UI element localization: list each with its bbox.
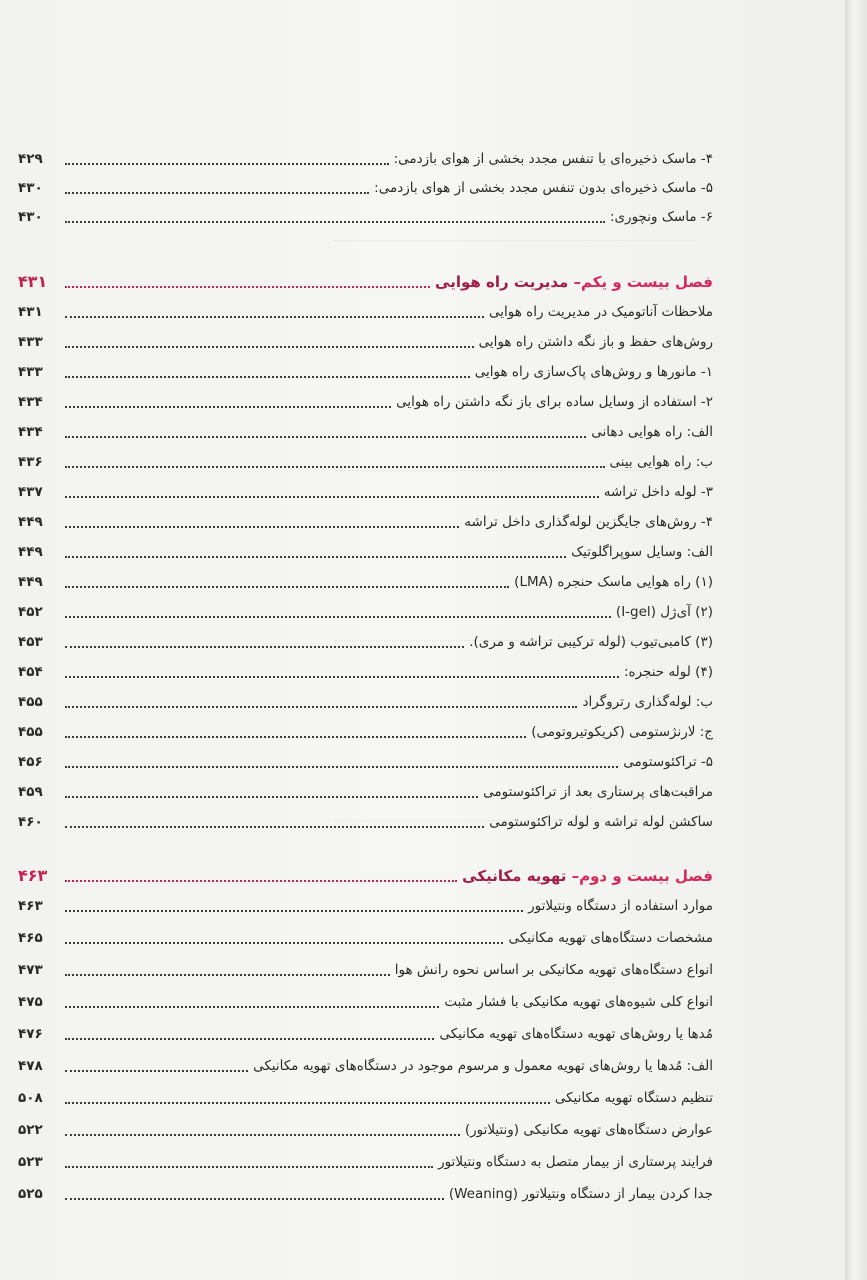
toc-leader (65, 973, 390, 976)
toc-page-number: ۴۵۵ (18, 694, 43, 710)
toc-entry-label: ملاحظات آناتومیک در مدیریت راه هوایی (489, 304, 713, 320)
chapter-heading[interactable] (18, 270, 713, 294)
toc-page-number: ۴۳۴ (18, 424, 43, 440)
toc-page-number: ۵۲۲ (18, 1122, 43, 1138)
toc-leader (65, 705, 577, 708)
toc-page-number: ۴۵۳ (18, 634, 43, 650)
toc-entry[interactable] (18, 690, 713, 714)
toc-entry[interactable] (18, 450, 713, 474)
toc-entry[interactable] (18, 780, 713, 804)
toc-entry-label: ب: لوله‌گذاری رتروگراد (582, 694, 713, 710)
toc-page-number: ۴۵۹ (18, 784, 43, 800)
toc-page-number: ۴۳۳ (18, 334, 43, 350)
chapter-title (460, 864, 713, 888)
toc-entry[interactable] (18, 176, 713, 200)
toc-page-number: ۴۷۸ (18, 1058, 43, 1074)
toc-leader (65, 675, 619, 678)
toc-entry-label: روش‌های حفظ و باز نگه داشتن راه هوایی (478, 334, 713, 350)
toc-entry[interactable] (18, 990, 713, 1014)
toc-leader (65, 795, 478, 798)
toc-entry-label: (۳) کامبی‌تیوب (لوله ترکیبی تراشه و مری). (469, 634, 713, 650)
toc-leader (65, 345, 474, 348)
toc-page-number: ۵۰۸ (18, 1090, 43, 1106)
toc-entry[interactable] (18, 1182, 713, 1206)
chapter-heading[interactable] (18, 864, 713, 888)
toc-page-number: ۴۳۶ (18, 454, 43, 470)
toc-page-number: ۴۴۹ (18, 574, 43, 590)
toc-leader (65, 555, 566, 558)
toc-page-number: ۴۳۷ (18, 484, 43, 500)
toc-leader (65, 1069, 248, 1072)
toc-entry-label: ۴- روش‌های جایگزین لوله‌گذاری داخل تراشه (464, 514, 713, 530)
toc-entry-label: الف: مُدها یا روش‌های تهویه معمول و مرسوم موجود در دستگاه‌های تهویه مکانیکی (253, 1058, 713, 1074)
toc-entry-label: ۲- استفاده از وسایل ساده برای باز نگه داشتن راه هوایی (396, 394, 713, 410)
toc-entry[interactable] (18, 1118, 713, 1142)
toc-leader (65, 191, 369, 194)
toc-entry-label: ۳- لوله داخل تراشه (603, 484, 713, 500)
toc-leader (65, 1133, 460, 1136)
toc-leader (65, 615, 611, 618)
toc-page-number: ۴۵۶ (18, 754, 43, 770)
toc-entry-label: فرایند پرستاری از بیمار متصل به دستگاه ونتیلاتور (438, 1154, 713, 1170)
toc-page-number: ۴۶۳ (18, 898, 43, 914)
toc-leader (65, 645, 464, 648)
toc-page-number: ۴۷۶ (18, 1026, 43, 1042)
toc-entry[interactable] (18, 1022, 713, 1046)
toc-entry[interactable] (18, 1150, 713, 1174)
toc-leader (65, 735, 526, 738)
chapter-name: تهویه مکانیکی (462, 867, 572, 885)
bleed-through-line (335, 240, 695, 251)
toc-entry-label: الف: راه هوایی دهانی (591, 424, 713, 440)
toc-entry[interactable] (18, 810, 713, 834)
toc-leader (65, 315, 484, 318)
toc-leader (65, 1101, 550, 1104)
toc-entry[interactable] (18, 720, 713, 744)
toc-page-number: ۴۵۲ (18, 604, 43, 620)
chapter-page-number: ۴۶۳ (18, 866, 48, 885)
toc-entry[interactable] (18, 330, 713, 354)
toc-entry-label: ج: لارنژستومی (کریکوتیروتومی) (531, 724, 713, 740)
toc-entry[interactable] (18, 660, 713, 684)
toc-entry-label: ۵- ماسک ذخیره‌ای بدون تنفس مجدد بخشی از هوای بازدمی: (374, 180, 713, 196)
toc-entry[interactable] (18, 390, 713, 414)
toc-leader (65, 375, 470, 378)
toc-page-number: ۴۳۰ (18, 180, 43, 196)
toc-leader (65, 585, 509, 588)
toc-leader (65, 525, 459, 528)
chapter-name: مدیریت راه هوایی (435, 273, 574, 291)
chapter-title (433, 270, 713, 294)
toc-page-number: ۴۵۴ (18, 664, 43, 680)
toc-leader (65, 765, 618, 768)
toc-entry-label: انواع دستگاه‌های تهویه مکانیکی بر اساس نحوه رانش هوا (394, 962, 713, 978)
toc-leader (65, 1197, 444, 1200)
toc-page-number: ۵۲۳ (18, 1154, 43, 1170)
toc-page-number: ۴۲۹ (18, 151, 43, 167)
toc-page-number: ۴۷۳ (18, 962, 43, 978)
toc-entry[interactable] (18, 205, 713, 229)
toc-entry[interactable] (18, 360, 713, 384)
toc-entry-label: مُدها یا روش‌های تهویه دستگاه‌های تهویه مکانیکی (439, 1026, 713, 1042)
toc-leader (65, 495, 599, 498)
toc-entry[interactable] (18, 1054, 713, 1078)
toc-leader (65, 825, 484, 828)
toc-page-number: ۴۳۳ (18, 364, 43, 380)
chapter-prefix: فصل بیست و دوم– (571, 867, 713, 885)
toc-entry-label: انواع کلی شیوه‌های تهویه مکانیکی با فشار مثبت (444, 994, 713, 1010)
toc-entry-label: (۴) لوله حنجره: (623, 664, 713, 680)
toc-leader (65, 162, 389, 165)
toc-entry-label: ۴- ماسک ذخیره‌ای با تنفس مجدد بخشی از هوای بازدمی: (393, 151, 713, 167)
toc-leader (65, 220, 605, 223)
toc-leader (65, 879, 457, 882)
toc-page-number: ۴۴۹ (18, 514, 43, 530)
chapter-page-number: ۴۳۱ (18, 272, 48, 291)
toc-page-number: ۴۶۰ (18, 814, 43, 830)
toc-page-number: ۴۷۵ (18, 994, 43, 1010)
toc-entry-label: مراقبت‌های پرستاری بعد از تراکئوستومی (483, 784, 713, 800)
toc-entry-label: ب: راه هوایی بینی (609, 454, 713, 470)
toc-entry[interactable] (18, 510, 713, 534)
chapter-prefix: فصل بیست و یکم– (573, 273, 713, 291)
toc-entry[interactable] (18, 540, 713, 564)
toc-leader (65, 909, 523, 912)
toc-entry-label: ۱- مانورها و روش‌های پاک‌سازی راه هوایی (474, 364, 713, 380)
toc-entry[interactable] (18, 958, 713, 982)
toc-leader (65, 435, 586, 438)
toc-entry-label: موارد استفاده از دستگاه ونتیلاتور (528, 898, 713, 914)
toc-page-number: ۴۵۵ (18, 724, 43, 740)
toc-entry[interactable] (18, 600, 713, 624)
toc-page-number: ۴۳۰ (18, 209, 43, 225)
toc-page-number: ۴۳۱ (18, 304, 43, 320)
toc-page-number: ۴۳۴ (18, 394, 43, 410)
toc-entry[interactable] (18, 926, 713, 950)
toc-entry[interactable] (18, 480, 713, 504)
toc-leader (65, 1005, 439, 1008)
toc-page-number: ۴۴۹ (18, 544, 43, 560)
toc-entry-label: عوارض دستگاه‌های تهویه مکانیکی (ونتیلاتور) (464, 1122, 713, 1138)
toc-entry-label: ساکشن لوله تراشه و لوله تراکئوستومی (489, 814, 713, 830)
toc-page-number: ۵۲۵ (18, 1186, 43, 1202)
toc-leader (65, 1165, 433, 1168)
toc-leader (65, 405, 391, 408)
toc-entry-label: جدا کردن بیمار از دستگاه ونتیلاتور (Weaning) (448, 1186, 713, 1202)
toc-entry[interactable] (18, 570, 713, 594)
toc-entry-label: مشخصات دستگاه‌های تهویه مکانیکی (508, 930, 713, 946)
toc-leader (65, 1037, 434, 1040)
toc-entry[interactable] (18, 750, 713, 774)
toc-entry-label: ۶- ماسک ونچوری: (609, 209, 713, 225)
toc-leader (65, 465, 605, 468)
toc-leader (65, 941, 503, 944)
toc-entry-label: تنظیم دستگاه تهویه مکانیکی (554, 1090, 713, 1106)
toc-leader (65, 285, 430, 288)
toc-entry[interactable] (18, 420, 713, 444)
toc-entry[interactable] (18, 300, 713, 324)
page-edge (845, 0, 867, 1280)
toc-entry-label: الف: وسایل سوپراگلوتیک (571, 544, 713, 560)
toc-entry[interactable] (18, 147, 713, 171)
toc-entry-label: (۲) آی‌ژل (I-gel) (615, 604, 713, 620)
toc-entry[interactable] (18, 1086, 713, 1110)
toc-entry[interactable] (18, 894, 713, 918)
toc-entry-label: ۵- تراکئوستومی (623, 754, 713, 770)
toc-entry[interactable] (18, 630, 713, 654)
toc-page-number: ۴۶۵ (18, 930, 43, 946)
toc-entry-label: (۱) راه هوایی ماسک حنجره (LMA) (514, 574, 713, 590)
